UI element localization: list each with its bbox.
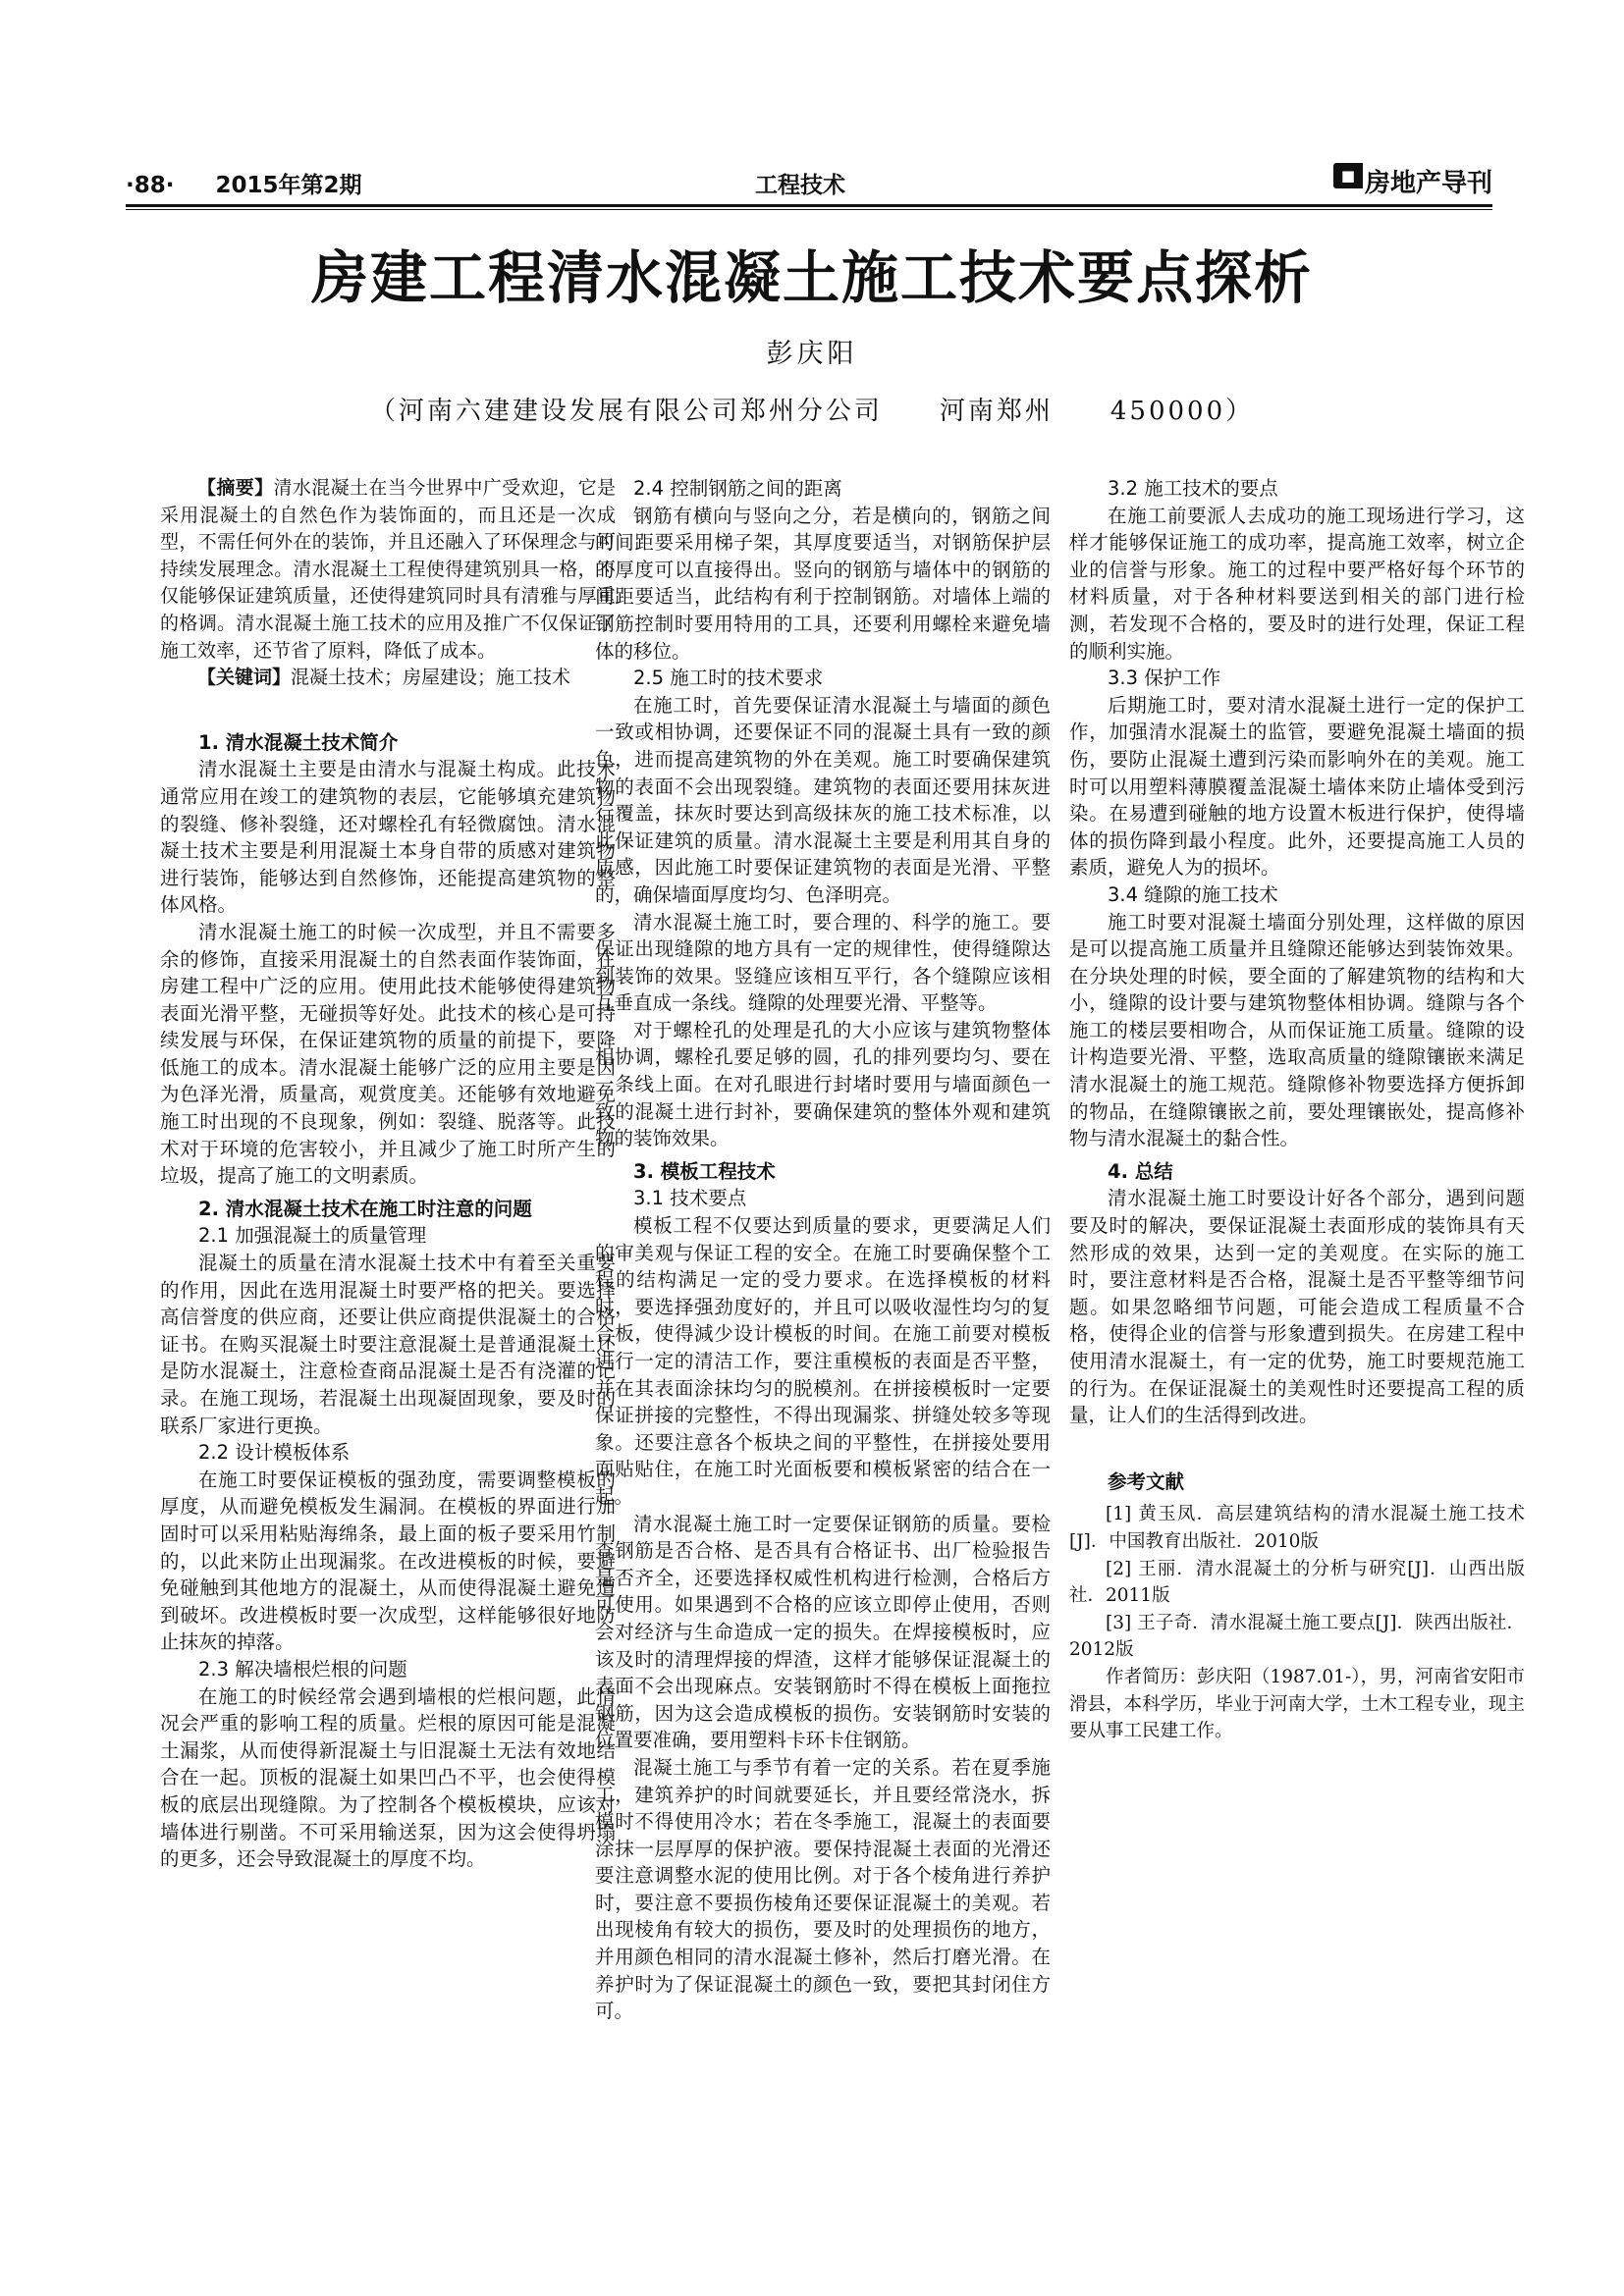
abstract-text: 清水混凝土在当今世界中广受欢迎，它是采用混凝土的自然色作为装饰面的，而且还是一次成型，不需任何外在的装饰，并且还融入了环保理念与可持续发展理念。清水混凝土工程使得建筑别具一格，不仅能够保证建筑质量，还使得建筑同时具有清雅与厚重的格调。清水混凝土施工技术的应用及推广不仅保证了施工效率，还节省了原料，降低了成本。 [160,477,616,662]
issue-label: 2015年第2期 [215,173,362,198]
paragraph: 清水混凝土施工时一定要保证钢筋的质量。要检查钢筋是否合格、是否具有合格证书、出厂检验报告是否齐全，还要选择权威性机构进行检测，合格后方可使用。如果遇到不合格的应该立即停止使用，否则会对经济与生命造成一定的损失。在焊接模板时，应该及时的清理焊接的焊渣，这样才能够保证混凝土的表面不会出现麻点。安装钢筋时不得在模板上面拖拉钢筋，因为这会造成模板的损伤。安装钢筋时安装的位置要准确，要用塑料卡环卡住钢筋。 [595,1512,1051,1752]
reference-item: [3] 王子奇．清水混凝土施工要点[J]．陕西出版社．2012版 [1069,1612,1525,1661]
header-rule-thin [126,209,1492,210]
paragraph: 清水混凝土施工的时候一次成型，并且不需要多余的修饰，直接采用混凝土的自然表面作装饰面，在房建工程中广泛的应用。使用此技术能够使得建筑物表面光滑平整，无碰损等好处。此技术的核心是可持续发展与环保，在保证建筑物的质量的前提下，要降低施工的成本。清水混凝土能够广泛的应用主要是因为色泽光滑，质量高，观赏度美。还能够有效地避免施工时出现的不良现象，例如：裂缝、脱落等。此技术对于环境的危害较小，并且减少了施工时所产生的垃圾，提高了施工的文明素质。 [160,920,616,1188]
text-column-1 [160,475,616,1873]
paragraph: 清水混凝土施工时要设计好各个部分，遇到问题要及时的解决，要保证混凝土表面形成的装饰具有天然形成的效果，达到一定的美观度。在实际的施工时，要注意材料是否合格，混凝土是否平整等细节问题。如果忽略细节问题，可能会造成工程质量不合格，使得企业的信誉与形象遭到损失。在房建工程中使用清水混凝土，有一定的优势，施工时要规范施工的行为。在保证混凝土的美观性时还要提高工程的质量，让人们的生活得到改进。 [1069,1187,1525,1427]
article-author: 彭庆阳 [766,339,858,369]
reference-item: [2] 王丽．清水混凝土的分析与研究[J]．山西出版社．2011版 [1069,1558,1525,1607]
author-bio: 作者简历：彭庆阳（1987.01-），男，河南省安阳市滑县，本科学历，毕业于河南大学，土木工程专业，现主要从事工民建工作。 [1069,1666,1525,1742]
paragraph: 模板工程不仅要达到质量的要求，更要满足人们的审美观与保证工程的安全。在施工时要确保整个工程的结构满足一定的受力要求。在选择模板的材料时，要选择强劲度好的，并且可以吸收湿性均匀的复合板，使得減少设计模板的时间。在施工前要对模板进行一定的清洁工作，要注重模板的表面是否平整，并在其表面涂抹均匀的脱模剂。在拼接模板时一定要保证拼接的完整性，不得出现漏浆、拼缝处较多等现象。还要注意各个板块之间的平整性，在拼接处要用面贴贴住，在施工时光面板要和模板紧密的结合在一起。 [595,1214,1051,1508]
subsection-heading: 3.1 技术要点 [633,1187,747,1210]
section-heading: 3. 模板工程技术 [633,1159,776,1183]
paragraph: 在施工时要保证模板的强劲度，需要调整模板的厚度，从而避免模板发生漏洞。在模板的界面进行加固时可以采用粘贴海绵条，最上面的板子要采用竹制的，以此来防止出现漏浆。在改进模板的时候，要避免碰触到其他地方的混凝土，从而使得混凝土避免遭到破坏。改进模板时要一次成型，这样能够很好地防止抹灰的掉落。 [160,1468,616,1654]
reference-item: [1] 黄玉凤．高层建筑结构的清水混凝土施工技术[J]．中国教育出版社．2010版 [1069,1504,1525,1552]
running-header [126,163,1492,202]
subsection-heading: 2.5 施工时的技术要求 [633,667,824,690]
paragraph: 在施工前要派人去成功的施工现场进行学习，这样才能够保证施工的成功率，提高施工效率，树立企业的信誉与形象。施工的过程中要严格好每个环节的材料质量，对于各种材料要送到相关的部门进行检测，若发现不合格的，要及时的进行处理，保证工程的顺利实施。 [1069,504,1525,663]
keywords-text: 混凝土技术；房屋建设；施工技术 [291,667,571,689]
text-column-2 [595,475,1051,2025]
article-title: 房建工程清水混凝土施工技术要点探析 [310,244,1313,311]
header-rule [126,204,1492,207]
keywords [160,665,616,692]
references-title: 参考文献 [1108,1469,1185,1493]
section-heading: 4. 总结 [1108,1159,1173,1183]
subsection-heading: 2.3 解决墙根烂根的问题 [198,1657,407,1681]
subsection-heading: 2.1 加强混凝土的质量管理 [198,1224,427,1248]
abstract-label: 【摘要】 [197,477,274,499]
author-affiliation: （河南六建建设发展有限公司郑州分公司 河南郑州 450000） [369,397,1255,426]
paragraph: 清水混凝土主要是由清水与混凝土构成。此技术通常应用在竣工的建筑物的表层，它能够填充建筑物的裂缝、修补裂缝，还对螺栓孔有轻微腐蚀。清水混凝土技术主要是利用混凝土本身自带的质感对建筑物进行装饰，能够达到自然修饰，还能提高建筑物的整体风格。 [160,758,616,917]
keywords-label: 【关键词】 [197,667,292,689]
page-number: ·88· [126,173,175,198]
subsection-heading: 2.4 控制钢筋之间的距离 [633,477,842,500]
paragraph: 后期施工时，要对清水混凝土进行一定的保护工作，加强清水混凝土的监管，要避免混凝土墙面的损伤，要防止混凝土遭到污染而影响外在的美观。施工时可以用塑料薄膜覆盖混凝土墙体来防止墙体受到污染。在易遭到碰触的地方设置木板进行保护，使得墙体的损伤降到最小程度。此外，还要提高施工人员的素质，避免人为的损坏。 [1069,693,1525,880]
journal-name-text: 房地产导刊 [1364,169,1492,198]
paragraph: 对于螺栓孔的处理是孔的大小应该与建筑物整体相协调，螺栓孔要足够的圆，孔的排列要均匀、要在一条线上面。在对孔眼进行封堵时要用与墙面颜色一致的混凝土进行封补，要确保建筑的整体外观和建筑物的装饰效果。 [595,1018,1051,1150]
subsection-heading: 3.3 保护工作 [1108,667,1221,690]
text-column-3 [1069,475,1525,1745]
paragraph: 在施工的时候经常会遇到墙根的烂根问题，此情况会严重的影响工程的质量。烂根的原因可能是混凝土漏浆，从而使得新混凝土与旧混凝土无法有效地结合在一起。顶板的混凝土如果凹凸不平，也会使得模板的底层出现缝隙。为了控制各个模板模块，应该对墙体进行剔凿。不可采用输送泵，因为这会使得坍塌的更多，还会导致混凝土的厚度不均。 [160,1684,616,1871]
paragraph: 清水混凝土施工时，要合理的、科学的施工。要保证出现缝隙的地方具有一定的规律性，使得缝隙达到装饰的效果。竖缝应该相互平行，各个缝隙应该相互垂直成一条线。缝隙的处理要光滑、平整等。 [595,910,1051,1015]
journal-logo-icon: ■ [1333,163,1363,188]
paragraph: 混凝土的质量在清水混凝土技术中有着至关重要的作用，因此在选用混凝土时要严格的把关。要选择高信誉度的供应商，还要让供应商提供混凝土的合格证书。在购买混凝土时要注意混凝土是普通混凝土还是防水混凝土，注意检查商品混凝土是否有浇灌的记录。在施工现场，若混凝土出现凝固现象，要及时的联系厂家进行更换。 [160,1252,616,1437]
subsection-heading: 3.2 施工技术的要点 [1108,477,1278,500]
paragraph: 在施工时，首先要保证清水混凝土与墙面的颜色一致或相协调，还要保证不同的混凝土具有一致的颜色，进而提高建筑物的外在美观。施工时要确保建筑物的表面不会出现裂缝。建筑物的表面还要用抹灰进行覆盖，抹灰时要达到高级抹灰的施工技术标准，以此保证建筑的质量。清水混凝土主要是利用其自身的质感，因此施工时要保证建筑物的表面是光滑、平整的，确保墙面厚度均匀、色泽明亮。 [595,693,1051,906]
paragraph: 钢筋有横向与竖向之分，若是横向的，钢筋之间的间距要采用梯子架，其厚度要适当，对钢筋保护层的厚度可以直接得出。竖向的钢筋与墙体中的钢筋的间距要适当，此结构有利于控制钢筋。对墙体上端的钢筋控制时要用特用的工具，还要利用螺栓来避免墙体的移位。 [595,504,1051,663]
paragraph: 混凝土施工与季节有着一定的关系。若在夏季施工，建筑养护的时间就要延长，并且要经常浇水，拆模时不得使用冷水；若在冬季施工，混凝土的表面要涂抹一层厚厚的保护液。要保持混凝土表面的光滑还要注意调整水泥的使用比例。对于各个棱角进行养护时，要注意不要损伤棱角还要保证混凝土的美观。若出现棱角有较大的损伤，要及时的处理损伤的地方，并用颜色相同的清水混凝土修补，然后打磨光滑。在养护时为了保证混凝土的颜色一致，要把其封闭住方可。 [595,1755,1051,2023]
header-left [126,167,362,199]
abstract [160,475,616,665]
subsection-heading: 2.2 设计模板体系 [198,1441,351,1465]
journal-name [1333,163,1492,199]
subsection-heading: 3.4 缝隙的施工技术 [1108,882,1278,906]
section-heading: 2. 清水混凝土技术在施工时注意的问题 [198,1197,532,1220]
paragraph: 施工时要对混凝土墙面分别处理，这样做的原因是可以提高施工质量并且缝隙还能够达到装饰效果。在分块处理的时候，要全面的了解建筑物的结构和大小，缝隙的设计要与建筑物整体相协调。缝隙与各个施工的楼层要相吻合，从而保证施工质量。缝隙的设计构造要光滑、平整，选取高质量的缝隙镶嵌来满足清水混凝土的施工规范。缝隙修补物要选择方便拆卸的物品，在缝隙镶嵌之前，要处理镶嵌处，提高修补物与清水混凝土的黏合性。 [1069,910,1525,1150]
section-heading: 1. 清水混凝土技术简介 [198,730,399,754]
section-label: 工程技术 [755,173,845,198]
